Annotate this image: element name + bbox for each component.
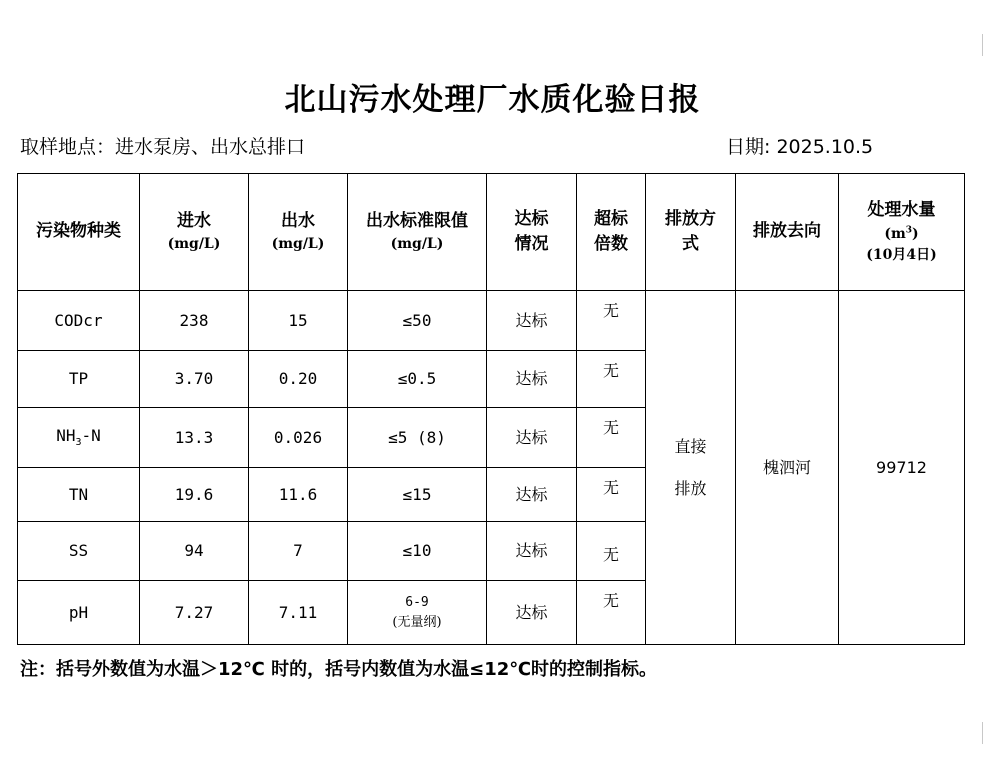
exceed-value: 无 — [577, 351, 646, 408]
outflow-value: 11.6 — [249, 468, 348, 522]
outflow-value: 7.11 — [249, 581, 348, 645]
outflow-value: 0.20 — [249, 351, 348, 408]
pollutant-name — [18, 408, 140, 468]
inflow-value: 7.27 — [140, 581, 249, 645]
pollutant-name: TN — [18, 468, 140, 522]
header-inflow — [140, 174, 249, 291]
sampling-location: 取样地点：进水泵房、出水总排口 — [20, 136, 306, 158]
header-inflow-unit: (mg/L) — [167, 236, 221, 253]
header-discharge-dest: 排放去向 — [736, 174, 839, 291]
pollutant-name: TP — [18, 351, 140, 408]
exceed-value: 无 — [577, 581, 646, 645]
inflow-value: 94 — [140, 522, 249, 581]
header-limit-label: 出水标准限值 — [366, 210, 468, 231]
limit-value: ≤50 — [348, 291, 487, 351]
limit-value: ≤0.5 — [348, 351, 487, 408]
limit-cell — [348, 581, 487, 645]
status-value: 达标 — [487, 522, 577, 581]
inflow-value: 13.3 — [140, 408, 249, 468]
inflow-value: 19.6 — [140, 468, 249, 522]
header-outflow-label: 出水 — [281, 210, 315, 231]
discharge-method-line1: 直接 — [674, 436, 707, 456]
header-outflow-unit: (mg/L) — [271, 236, 325, 253]
report-date: 日期: 2025.10.5 — [726, 136, 874, 158]
header-discharge-method-line1: 排放方 — [665, 208, 716, 229]
table-row — [18, 291, 965, 351]
table-header-row — [18, 174, 965, 291]
outflow-value: 15 — [249, 291, 348, 351]
header-pollutant: 污染物种类 — [18, 174, 140, 291]
pollutant-name-sub: 3 — [75, 437, 82, 449]
header-exceed-line2: 倍数 — [594, 234, 628, 254]
exceed-value: 无 — [577, 522, 646, 581]
water-quality-table — [17, 173, 965, 645]
limit-value: ≤5 (8) — [348, 408, 487, 468]
header-volume-date: (10月4日) — [866, 246, 937, 263]
limit-note: (无量纲) — [392, 614, 442, 630]
limit-value: ≤10 — [348, 522, 487, 581]
header-compliance-line1: 达标 — [514, 208, 549, 229]
status-value: 达标 — [487, 351, 577, 408]
inflow-value: 238 — [140, 291, 249, 351]
volume-unit-sup: 3 — [905, 225, 913, 236]
header-volume-label: 处理水量 — [867, 200, 936, 221]
header-exceed — [577, 174, 646, 291]
exceed-value: 无 — [577, 408, 646, 468]
header-outflow — [249, 174, 348, 291]
pollutant-name: CODcr — [18, 291, 140, 351]
header-limit-unit: (mg/L) — [390, 236, 444, 253]
outflow-value: 0.026 — [249, 408, 348, 468]
discharge-method-line2: 排放 — [674, 478, 707, 498]
header-exceed-line1: 超标 — [594, 208, 628, 229]
header-volume — [839, 174, 965, 291]
discharge-dest-cell: 槐泗河 — [736, 291, 839, 645]
header-inflow-label: 进水 — [177, 210, 211, 231]
pollutant-name: SS — [18, 522, 140, 581]
treated-volume: 99712 — [839, 291, 965, 645]
status-value: 达标 — [487, 581, 577, 645]
volume-unit-post: ) — [912, 225, 919, 242]
inflow-value: 3.70 — [140, 351, 249, 408]
header-discharge-method — [646, 174, 736, 291]
exceed-value: 无 — [577, 291, 646, 351]
status-value: 达标 — [487, 468, 577, 522]
outflow-value: 7 — [249, 522, 348, 581]
status-value: 达标 — [487, 291, 577, 351]
header-volume-unit — [839, 224, 964, 245]
pollutant-name-main: NH — [56, 426, 76, 446]
pollutant-name: pH — [18, 581, 140, 645]
discharge-method-cell — [646, 291, 736, 645]
status-value: 达标 — [487, 408, 577, 468]
limit-value: 6-9 — [405, 595, 429, 610]
footnote: 注：括号外数值为水温＞12℃ 时的，括号内数值为水温≤12℃时的控制指标。 — [20, 659, 658, 680]
header-compliance — [487, 174, 577, 291]
volume-unit-pre: (m — [884, 225, 906, 242]
header-limit — [348, 174, 487, 291]
pollutant-name-post: -N — [81, 426, 101, 446]
exceed-value: 无 — [577, 468, 646, 522]
header-discharge-method-line2: 式 — [682, 234, 699, 254]
header-compliance-line2: 情况 — [514, 234, 549, 254]
report-title: 北山污水处理厂水质化验日报 — [284, 82, 701, 118]
limit-value: ≤15 — [348, 468, 487, 522]
